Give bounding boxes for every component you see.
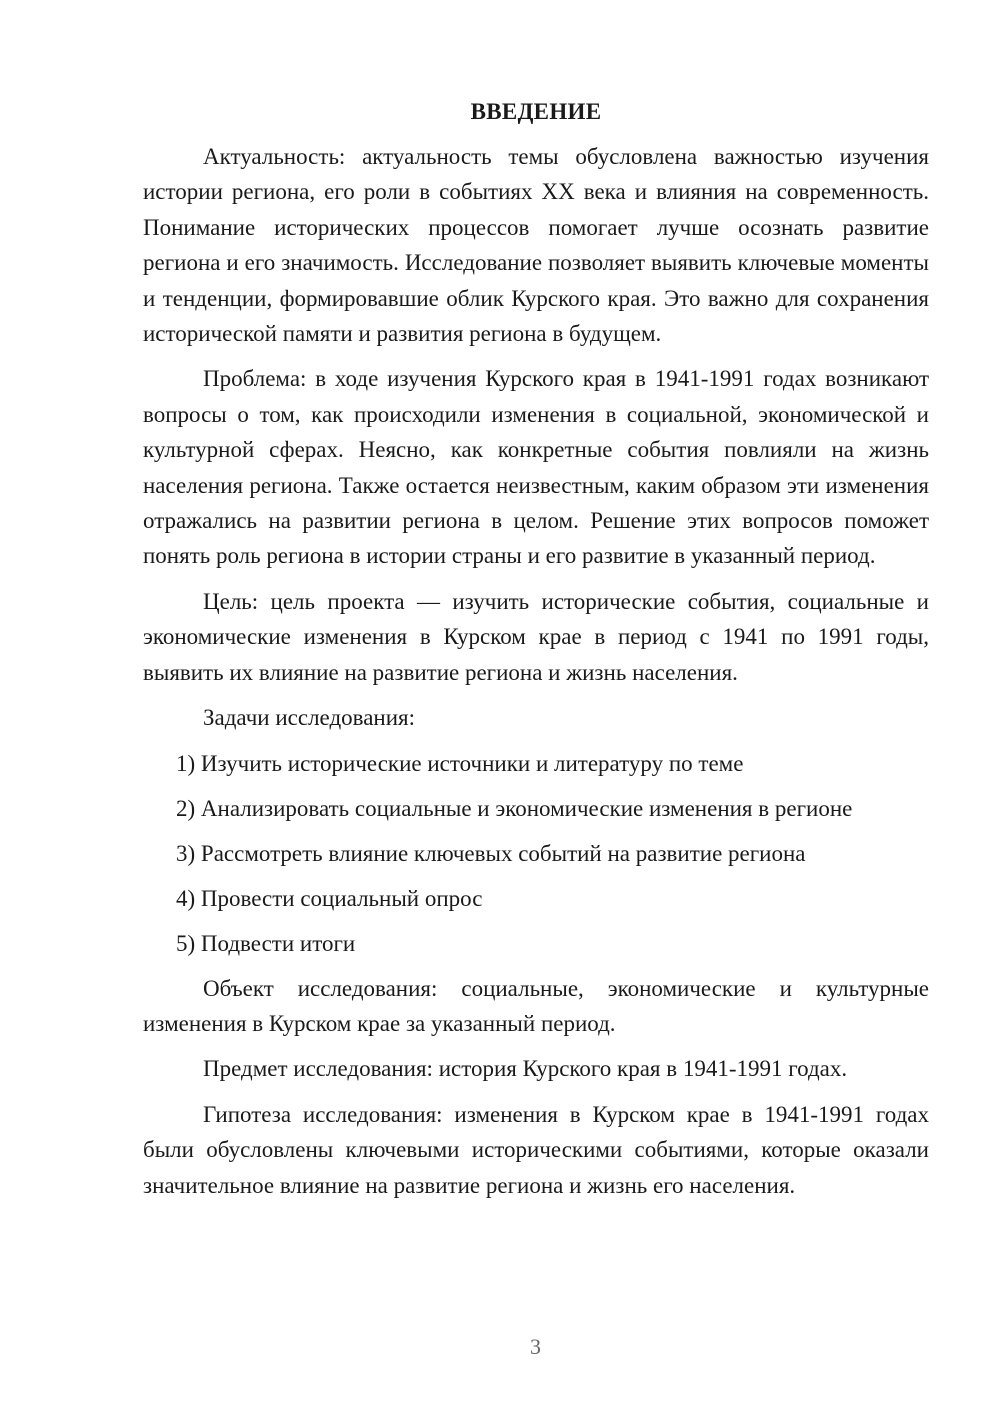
relevance-paragraph: Актуальность: актуальность темы обусловлена важностью изучения истории региона, его роли в событиях XX века и влияния на современность. Понимание исторических процессов помогает лучше осознать развитие региона и его значимость. Исследование позволяет выявить ключевые моменты и тенденции, формировавшие облик Курского края. Это важно для сохранения исторической памяти и развития региона в будущем. — [143, 144, 929, 347]
task-item: 5) Подвести итоги — [176, 930, 356, 956]
task-item: 3) Рассмотреть влияние ключевых событий на развитие региона — [176, 840, 806, 866]
problem-paragraph: Проблема: в ходе изучения Курского края в 1941-1991 годах возникают вопросы о том, как происходили изменения в социальной, экономической и культурной сферах. Неясно, как конкретные события повлияли на жизнь населения региона. Также остается неизвестным, каким образом эти изменения отражались на развитии региона в целом. Решение этих вопросов поможет понять роль региона в истории страны и его развитие в указанный период. — [143, 366, 929, 569]
tasks-heading: Задачи исследования: — [203, 705, 416, 731]
section-title: ВВЕДЕНИЕ — [470, 99, 602, 124]
document-page — [143, 94, 929, 1213]
page-number: 3 — [530, 1334, 541, 1359]
object-paragraph: Объект исследования: социальные, экономические и культурные изменения в Курском крае за указанный период. — [143, 975, 929, 1036]
subject-paragraph: Предмет исследования: история Курского края в 1941-1991 годах. — [203, 1056, 848, 1082]
task-item: 4) Провести социальный опрос — [176, 885, 483, 911]
hypothesis-paragraph: Гипотеза исследования: изменения в Курском крае в 1941-1991 годах были обусловлены ключевыми историческими событиями, которые оказали значительное влияние на развитие региона и жизнь его населения. — [143, 1101, 929, 1198]
tasks-list — [143, 746, 929, 961]
task-item: 1) Изучить исторические источники и литературу по теме — [176, 750, 744, 776]
task-item: 2) Анализировать социальные и экономические изменения в регионе — [176, 795, 853, 821]
goal-paragraph: Цель: цель проекта — изучить исторические события, социальные и экономические изменения в Курском крае в период с 1941 по 1991 годы, выявить их влияние на развитие региона и жизнь населения. — [143, 588, 929, 685]
